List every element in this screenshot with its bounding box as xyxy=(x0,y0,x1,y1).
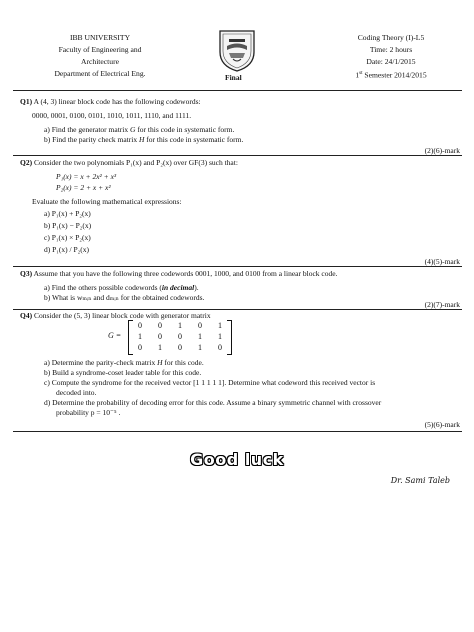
header-left xyxy=(20,32,180,80)
q2-item-d: d) P₁(x) / P₂(x) xyxy=(44,245,90,254)
matrix-cell: 1 xyxy=(178,321,182,330)
q2-statement: Q2) Consider the two polynomials P₁(x) and P₂(x) over GF(3) such that: xyxy=(20,158,238,167)
exam-time: Time: 2 hours xyxy=(369,45,413,54)
q1-statement: Q1) A (4, 3) linear block code has the following codewords: xyxy=(20,97,201,106)
semester: 1st Semester 2014/2015 xyxy=(355,70,427,80)
matrix-right-bracket xyxy=(227,320,232,355)
matrix-cell: 1 xyxy=(138,332,142,341)
q4-divider xyxy=(13,431,462,432)
university-seal-icon xyxy=(216,28,258,72)
q3-part-b: b) What is wₘᵢₙ and dₘᵢₙ for the obtained codewords. xyxy=(44,293,205,302)
q3-mark: (2)(7)-mark xyxy=(424,300,460,309)
q4-part-d-line2: probability p = 10⁻⁵ . xyxy=(56,408,121,417)
q4-mark: (5)(6)-mark xyxy=(424,420,460,429)
q4-part-b: b) Build a syndrome-coset leader table for this code. xyxy=(44,368,202,377)
generator-matrix xyxy=(128,320,232,354)
q4-part-c-line1: c) Compute the syndrome for the received vector [1 1 1 1 1]. Determine what codeword this received vector is xyxy=(44,378,376,387)
matrix-cell: 0 xyxy=(138,343,142,352)
matrix-cell: 1 xyxy=(158,343,162,352)
q2-mark: (4)(5)-mark xyxy=(424,257,460,266)
q2-p2: P₂(x) = 2 + x + x² xyxy=(56,183,111,192)
faculty-line1: Faculty of Engineering and xyxy=(58,45,142,54)
matrix-cell: 1 xyxy=(218,321,222,330)
good-luck-banner: Good luck xyxy=(190,450,284,469)
matrix-cell: 1 xyxy=(218,332,222,341)
matrix-cell: 0 xyxy=(218,343,222,352)
header-divider xyxy=(13,90,462,91)
q3-divider xyxy=(13,309,462,310)
matrix-cell: 0 xyxy=(178,332,182,341)
q2-evaluate: Evaluate the following mathematical expressions: xyxy=(32,197,182,206)
q2-divider xyxy=(13,266,462,267)
q1-part-a: a) Find the generator matrix G for this code in systematic form. xyxy=(44,125,235,134)
q4-part-c-line2: decoded into. xyxy=(56,388,97,397)
exam-date: Date: 24/1/2015 xyxy=(366,57,416,66)
q1-mark: (2)(6)-mark xyxy=(424,146,460,155)
q3-part-a: a) Find the others possible codewords (in decimal). xyxy=(44,283,199,292)
matrix-cell: 1 xyxy=(198,332,202,341)
course-title: Coding Theory (I)-L5 xyxy=(357,33,425,42)
q4-part-a: a) Determine the parity-check matrix H for this code. xyxy=(44,358,204,367)
header-right xyxy=(326,32,456,82)
q1-divider xyxy=(13,155,462,156)
q2-item-a: a) P₁(x) + P₂(x) xyxy=(44,209,91,218)
q2-item-b: b) P₁(x) − P₂(x) xyxy=(44,221,92,230)
q4-matrix-label: G = xyxy=(108,331,122,340)
faculty-line2: Architecture xyxy=(81,57,119,66)
department: Department of Electrical Eng. xyxy=(54,69,146,78)
signature: Dr. Sami Taleb xyxy=(390,476,450,485)
q2-item-c: c) P₁(x) × P₂(x) xyxy=(44,233,91,242)
matrix-cell: 0 xyxy=(138,321,142,330)
matrix-cell: 0 xyxy=(178,343,182,352)
q3-statement: Q3) Assume that you have the following three codewords 0001, 1000, and 0100 from a linear block code. xyxy=(20,269,338,278)
matrix-cell: 0 xyxy=(198,321,202,330)
matrix-cell: 0 xyxy=(158,321,162,330)
q1-part-b: b) Find the parity check matrix H for this code in systematic form. xyxy=(44,135,244,144)
exam-type: Final xyxy=(225,73,242,82)
matrix-left-bracket xyxy=(128,320,133,355)
matrix-cell: 1 xyxy=(198,343,202,352)
matrix-cell: 0 xyxy=(158,332,162,341)
q4-part-d-line1: d) Determine the probability of decoding error for this code. Assume a binary symmetric channel with crossover xyxy=(44,398,382,407)
q4-statement: Q4) Consider the (5, 3) linear block code with generator matrix xyxy=(20,311,211,320)
q2-p1: P₁(x) = x + 2x² + x³ xyxy=(56,172,117,181)
q1-codewords: 0000, 0001, 0100, 0101, 1010, 1011, 1110, and 1111. xyxy=(32,111,192,120)
university-name: IBB UNIVERSITY xyxy=(69,33,131,42)
